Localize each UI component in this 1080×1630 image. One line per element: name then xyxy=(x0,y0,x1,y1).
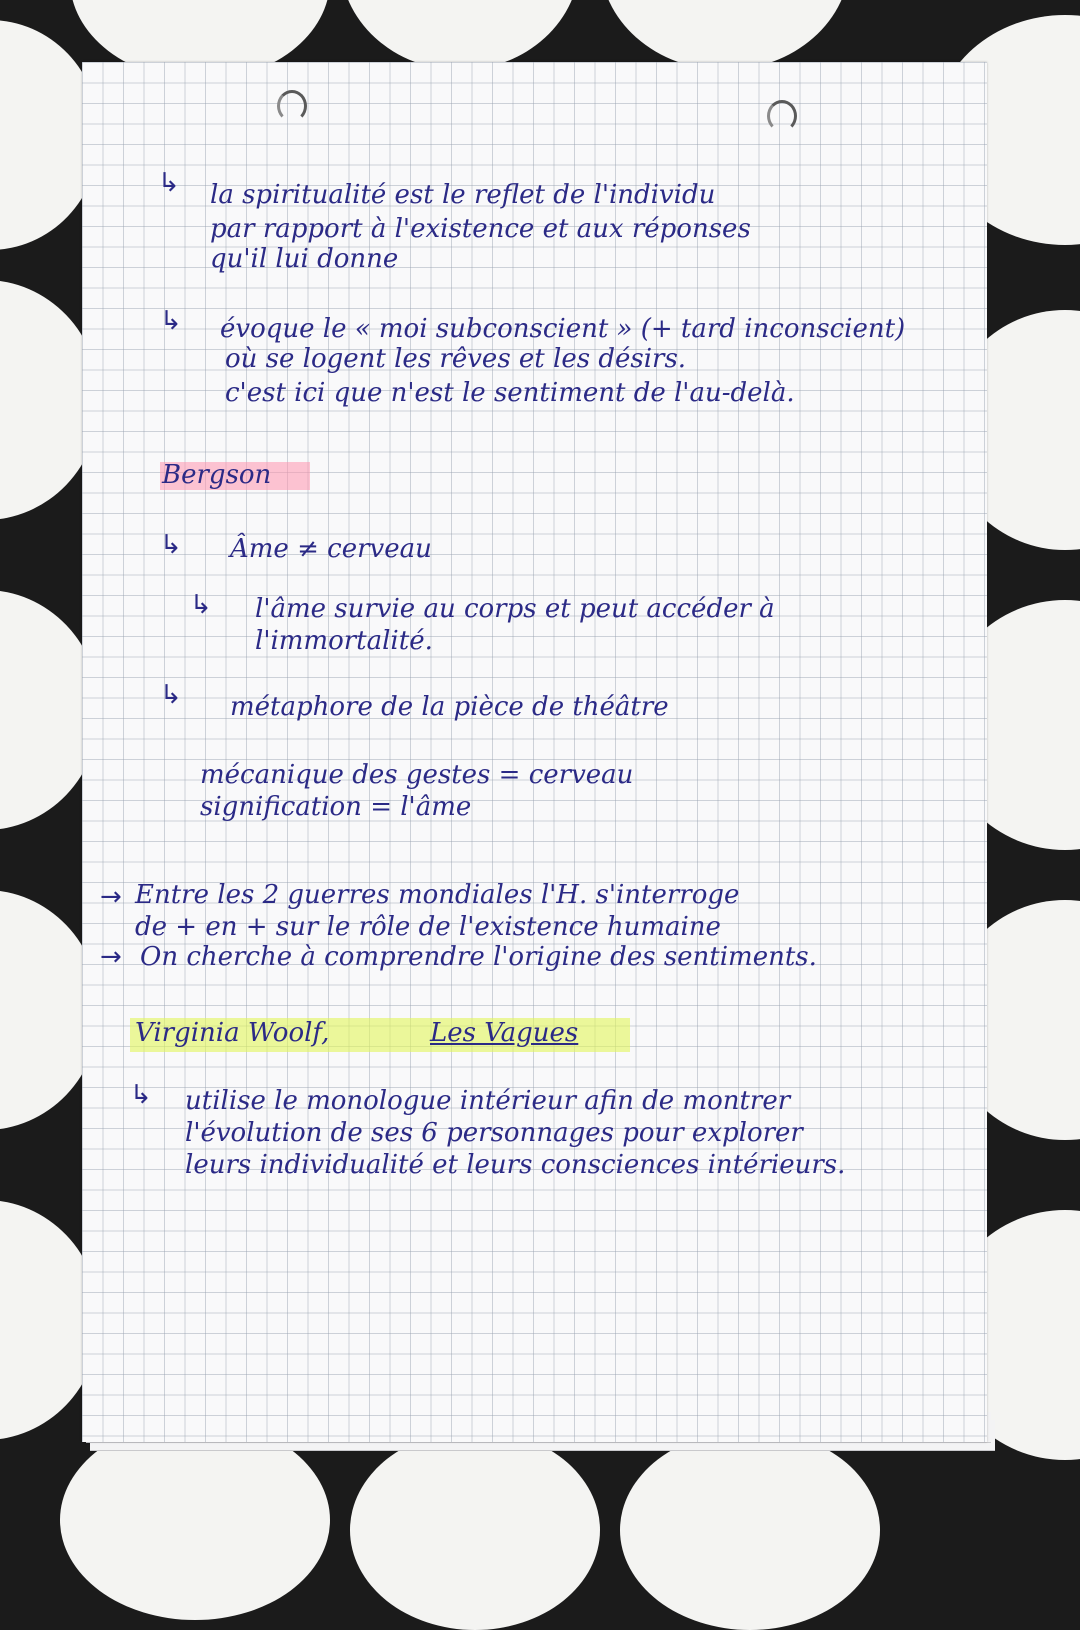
background-circle xyxy=(600,0,850,70)
author-name: Virginia Woolf, xyxy=(135,1018,330,1048)
right-arrow-icon: → xyxy=(100,882,122,912)
note-line: qu'il lui donne xyxy=(210,244,399,274)
note-line: métaphore de la pièce de théâtre xyxy=(230,692,669,722)
background-circle xyxy=(340,0,580,70)
note-line: l'âme survie au corps et peut accéder à xyxy=(255,594,775,624)
note-line: l'immortalité. xyxy=(255,626,433,656)
background-circle xyxy=(350,1430,600,1630)
section-heading: Bergson xyxy=(162,460,272,490)
background-circle xyxy=(620,1430,880,1630)
note-line: Âme ≠ cerveau xyxy=(230,534,432,564)
right-arrow-icon: → xyxy=(100,942,122,972)
hook-arrow-icon: ↳ xyxy=(190,590,212,620)
note-line: par rapport à l'existence et aux réponses xyxy=(210,214,751,244)
ring-hole-icon xyxy=(767,100,797,132)
hook-arrow-icon: ↳ xyxy=(160,680,182,710)
hook-arrow-icon: ↳ xyxy=(130,1080,152,1110)
hook-arrow-icon: ↳ xyxy=(158,168,180,198)
book-title: Les Vagues xyxy=(430,1018,579,1048)
note-line: c'est ici que n'est le sentiment de l'au-delà. xyxy=(225,378,795,408)
note-line: où se logent les rêves et les désirs. xyxy=(225,344,687,374)
note-line: leurs individualité et leurs consciences intérieurs. xyxy=(185,1150,846,1180)
hook-arrow-icon: ↳ xyxy=(160,306,182,336)
hook-arrow-icon: ↳ xyxy=(160,530,182,560)
note-line: la spiritualité est le reflet de l'individu xyxy=(210,180,716,210)
note-line: On cherche à comprendre l'origine des sentiments. xyxy=(140,942,817,972)
note-line: utilise le monologue intérieur afin de montrer xyxy=(185,1086,791,1116)
note-line: signification = l'âme xyxy=(200,792,472,822)
note-line: l'évolution de ses 6 personnages pour explorer xyxy=(185,1118,803,1148)
note-line: mécanique des gestes = cerveau xyxy=(200,760,634,790)
note-line: de + en + sur le rôle de l'existence humaine xyxy=(135,912,721,942)
note-line: Entre les 2 guerres mondiales l'H. s'interroge xyxy=(135,880,740,910)
note-line: évoque le « moi subconscient » (+ tard inconscient) xyxy=(220,314,906,344)
ring-hole-icon xyxy=(277,90,307,122)
